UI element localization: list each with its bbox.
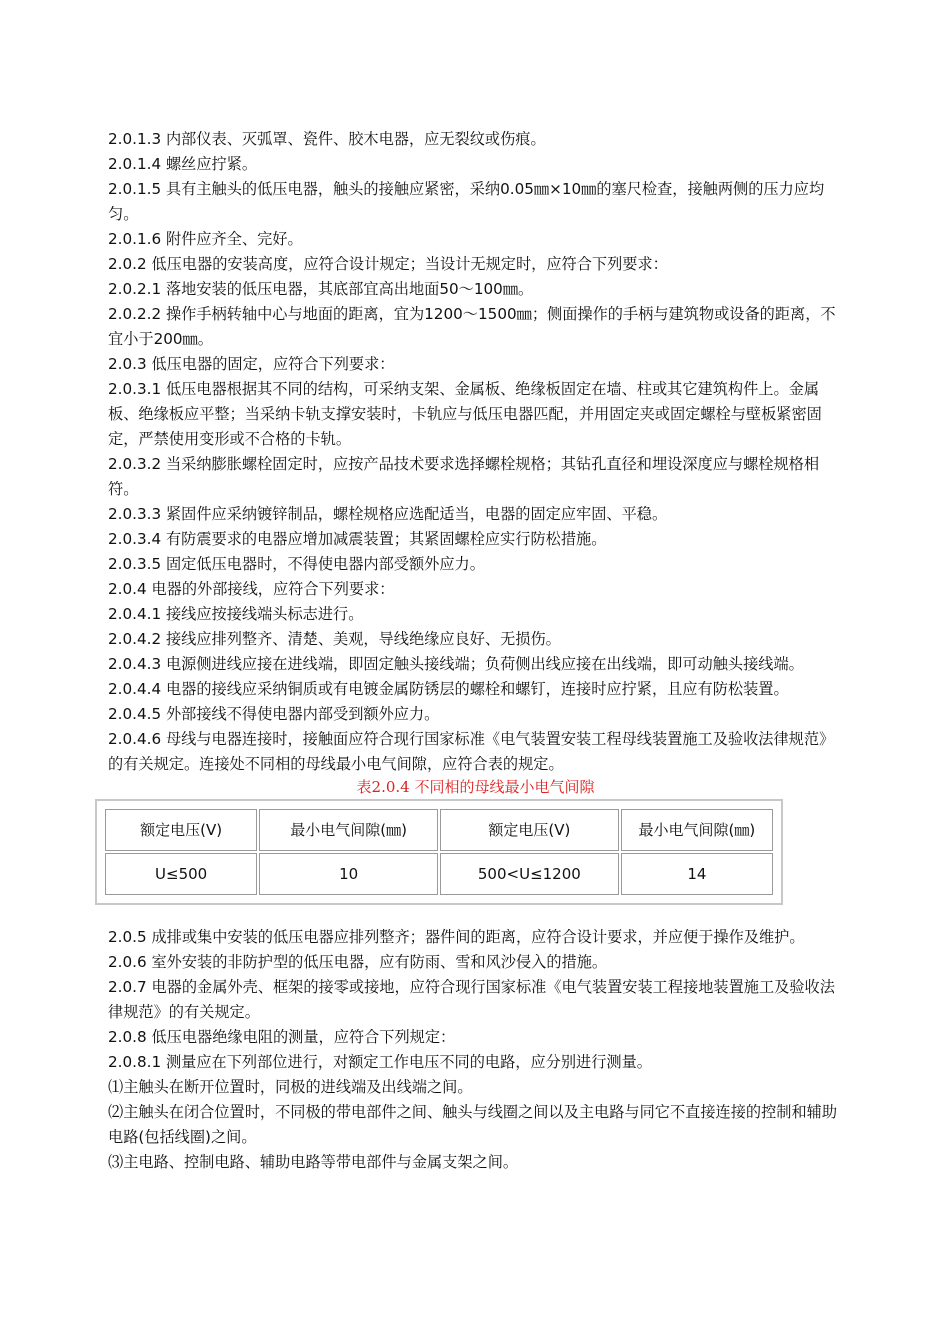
paragraph: 2.0.2.1 落地安装的低压电器，其底部宜高出地面50～100㎜。 bbox=[108, 280, 534, 298]
paragraph: ⑵主触头在闭合位置时，不同极的带电部件之间、触头与线圈之间以及主电路与同它不直接连接的控制和辅助电路(包括线圈)之间。 bbox=[108, 1103, 837, 1146]
paragraph: 2.0.4.2 接线应排列整齐、清楚、美观，导线绝缘应良好、无损伤。 bbox=[108, 630, 561, 648]
table-cell: 500<U≤1200 bbox=[440, 853, 619, 895]
paragraph: 2.0.7 电器的金属外壳、框架的接零或接地，应符合现行国家标准《电气装置安装工程接地装置施工及验收法律规范》的有关规定。 bbox=[108, 978, 835, 1021]
paragraph: 2.0.3 低压电器的固定，应符合下列要求： bbox=[108, 355, 395, 373]
paragraph: 2.0.4.3 电源侧进线应接在进线端，即固定触头接线端；负荷侧出线应接在出线端，即可动触头接线端。 bbox=[108, 655, 804, 673]
paragraph: 2.0.4.1 接线应按接线端头标志进行。 bbox=[108, 605, 364, 623]
table-header-cell: 最小电气间隙(㎜) bbox=[621, 809, 773, 851]
paragraph: 2.0.2.2 操作手柄转轴中心与地面的距离，宜为1200～1500㎜；侧面操作的手柄与建筑物或设备的距离，不宜小于200㎜。 bbox=[108, 305, 836, 348]
paragraph: 2.0.3.2 当采纳膨胀螺栓固定时，应按产品技术要求选择螺栓规格；其钻孔直径和埋设深度应与螺栓规格相符。 bbox=[108, 455, 820, 498]
table-header-row bbox=[105, 809, 773, 851]
table-row bbox=[105, 853, 773, 895]
paragraph: 2.0.1.3 内部仪表、灭弧罩、瓷件、胶木电器，应无裂纹或伤痕。 bbox=[108, 130, 546, 148]
paragraph: 2.0.5 成排或集中安装的低压电器应排列整齐；器件间的距离，应符合设计要求，并应便于操作及维护。 bbox=[108, 928, 805, 946]
paragraph: 2.0.4.5 外部接线不得使电器内部受到额外应力。 bbox=[108, 705, 440, 723]
document-page bbox=[108, 127, 843, 1175]
paragraph: 2.0.1.6 附件应齐全、完好。 bbox=[108, 230, 303, 248]
paragraph: 2.0.4.6 母线与电器连接时，接触面应符合现行国家标准《电气装置安装工程母线装置施工及验收法律规范》的有关规定。连接处不同相的母线最小电气间隙，应符合表的规定。 bbox=[108, 730, 835, 773]
paragraph: 2.0.8 低压电器绝缘电阻的测量，应符合下列规定： bbox=[108, 1028, 456, 1046]
paragraph: 2.0.4.4 电器的接线应采纳铜质或有电镀金属防锈层的螺栓和螺钉，连接时应拧紧，且应有防松装置。 bbox=[108, 680, 789, 698]
paragraph: 2.0.4 电器的外部接线，应符合下列要求： bbox=[108, 580, 395, 598]
paragraph: 2.0.3.5 固定低压电器时，不得使电器内部受额外应力。 bbox=[108, 555, 485, 573]
paragraph: 2.0.6 室外安装的非防护型的低压电器，应有防雨、雪和风沙侵入的措施。 bbox=[108, 953, 608, 971]
table-cell: U≤500 bbox=[105, 853, 257, 895]
top-section bbox=[108, 127, 843, 777]
paragraph: 2.0.2 低压电器的安装高度，应符合设计规定；当设计无规定时，应符合下列要求： bbox=[108, 255, 668, 273]
clearance-table bbox=[103, 807, 775, 897]
table-cell: 14 bbox=[621, 853, 773, 895]
table-caption: 表2.0.4 不同相的母线最小电气间隙 bbox=[356, 778, 595, 796]
paragraph: 2.0.3.3 紧固件应采纳镀锌制品，螺栓规格应选配适当，电器的固定应牢固、平稳。 bbox=[108, 505, 668, 523]
paragraph: ⑶主电路、控制电路、辅助电路等带电部件与金属支架之间。 bbox=[108, 1153, 519, 1171]
paragraph: ⑴主触头在断开位置时，同极的进线端及出线端之间。 bbox=[108, 1078, 473, 1096]
table-header-cell: 最小电气间隙(㎜) bbox=[259, 809, 438, 851]
paragraph: 2.0.1.4 螺丝应拧紧。 bbox=[108, 155, 258, 173]
table-header-cell: 额定电压(V) bbox=[440, 809, 619, 851]
paragraph: 2.0.8.1 测量应在下列部位进行，对额定工作电压不同的电路，应分别进行测量。 bbox=[108, 1053, 652, 1071]
bottom-section bbox=[108, 925, 843, 1175]
clearance-table-frame bbox=[95, 799, 783, 905]
paragraph: 2.0.1.5 具有主触头的低压电器，触头的接触应紧密，采纳0.05㎜×10㎜的塞尺检查，接触两侧的压力应均匀。 bbox=[108, 180, 825, 223]
table-header-cell: 额定电压(V) bbox=[105, 809, 257, 851]
paragraph: 2.0.3.1 低压电器根据其不同的结构，可采纳支架、金属板、绝缘板固定在墙、柱或其它建筑构件上。金属板、绝缘板应平整；当采纳卡轨支撑安装时，卡轨应与低压电器匹配，并用固定夹或固定螺栓与壁板紧密固定，严禁使用变形或不合格的卡轨。 bbox=[108, 380, 822, 448]
table-cell: 10 bbox=[259, 853, 438, 895]
paragraph: 2.0.3.4 有防震要求的电器应增加减震装置；其紧固螺栓应实行防松措施。 bbox=[108, 530, 607, 548]
